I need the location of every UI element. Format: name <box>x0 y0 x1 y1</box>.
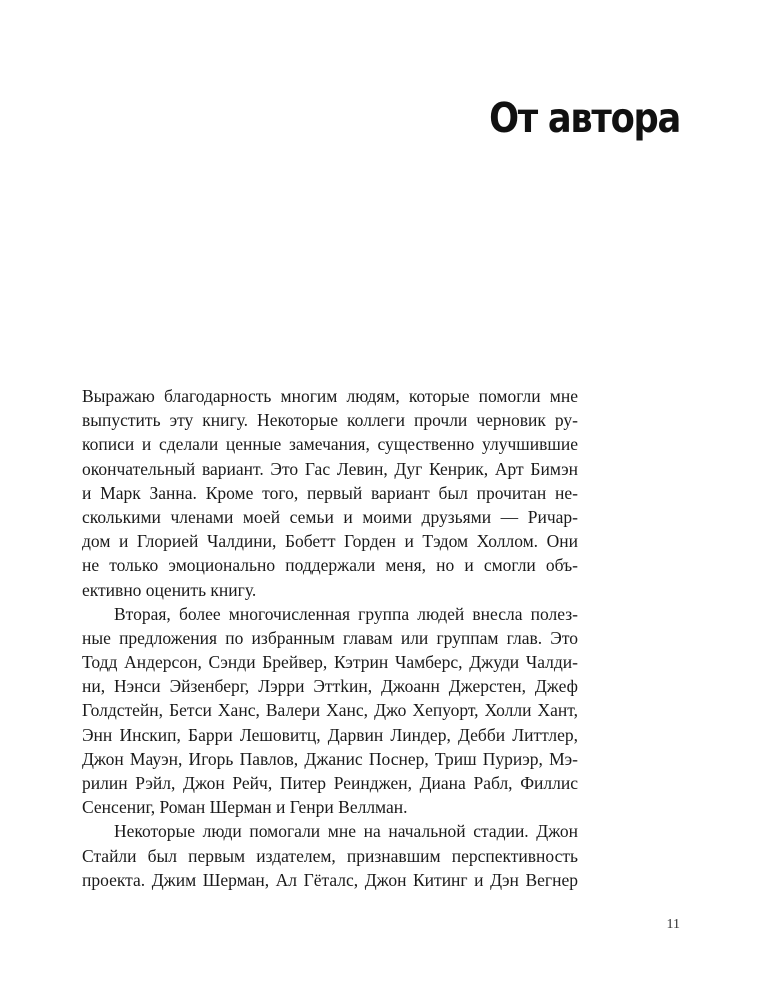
text-line: Джон Мауэн, Игорь Павлов, Джанис Поснер, Триш Пуриэр, Мэ- <box>82 748 578 769</box>
text-line: не только эмоционально поддержали меня, но и смогли объ- <box>82 555 578 576</box>
text-line: Стайли был первым издателем, признавшим перспективность <box>82 845 578 866</box>
text-line: рилин Рэйл, Джон Рейч, Питер Реинджен, Диана Рабл, Филлис <box>82 773 578 793</box>
text-line: дом и Глорией Чалдини, Бобетт Горден и Тэдом Холлом. Они <box>82 531 578 552</box>
text-line: кописи и сделали ценные замечания, существенно улучшившие <box>82 434 578 455</box>
text-line: выпустить эту книгу. Некоторые коллеги прочли черновик ру- <box>82 410 578 431</box>
text-line: Энн Инскип, Барри Лешовитц, Дарвин Линдер, Дебби Литтлер, <box>82 724 578 745</box>
text-line: Тодд Андерсон, Сэнди Брейвер, Кэтрин Чамберс, Джуди Чалди- <box>82 652 578 673</box>
text-line: Сенсениг, Роман Шерман и Генри Веллман. <box>82 797 408 818</box>
page-number: 11 <box>666 917 680 932</box>
text-line: Выражаю благодарность многим людям, которые помогли мне <box>82 386 578 406</box>
text-line: ные предложения по избранным главам или группам глав. Это <box>82 627 578 648</box>
text-line: ективно оценить книгу. <box>82 579 257 600</box>
text-line: Некоторые люди помогали мне на начальной стадии. Джон <box>114 821 578 842</box>
text-line: Вторая, более многочисленная группа людей внесла полез- <box>114 603 578 624</box>
text-line: ни, Нэнси Эйзенберг, Лэрри Эттkин, Джоанн Джерстен, Джеф <box>82 676 578 697</box>
text-line: и Марк Занна. Кроме того, первый вариант был прочитан не- <box>82 482 578 503</box>
text-line: окончательный вариант. Это Гас Левин, Дуг Кенрик, Арт Бимэн <box>82 458 578 479</box>
text-line: Голдстейн, Бетси Ханс, Валери Ханс, Джо Хепуорт, Холли Хант, <box>82 700 578 721</box>
text-line: проекта. Джим Шерман, Ал Гёталс, Джон Китинг и Дэн Вегнер <box>82 869 578 890</box>
text-line: сколькими членами моей семьи и моими друзьями — Ричар- <box>82 506 578 527</box>
chapter-title: От автора <box>489 94 680 142</box>
body-text <box>82 384 578 892</box>
